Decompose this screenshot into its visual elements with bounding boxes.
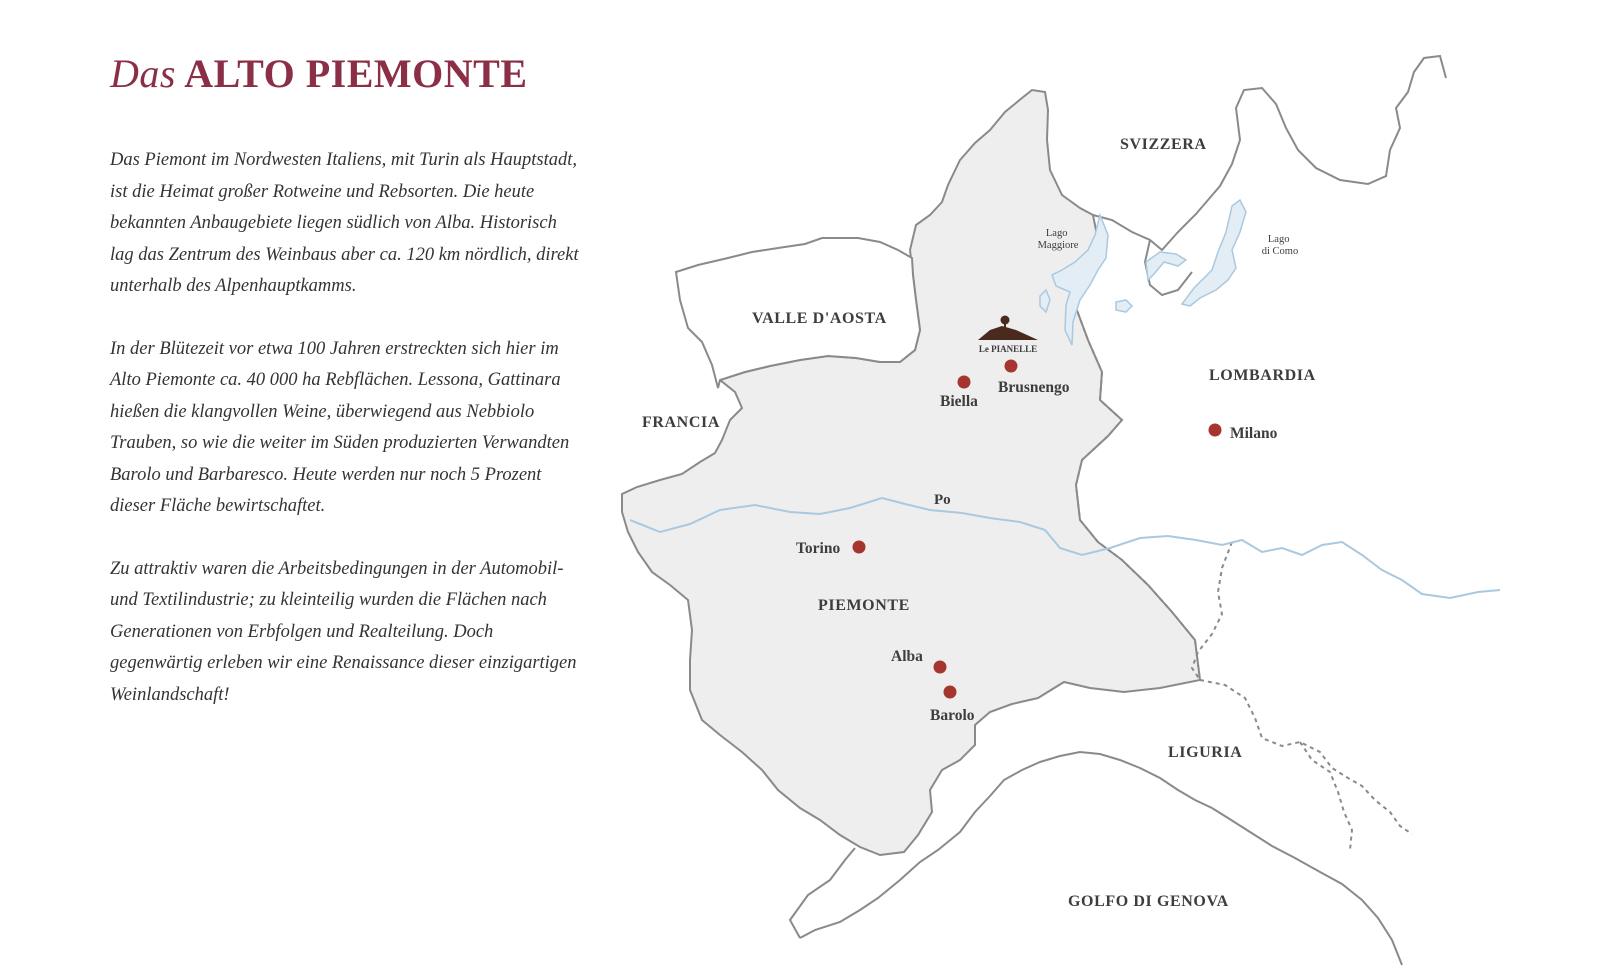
label-golfo-di-genova: GOLFO DI GENOVA <box>1068 893 1229 910</box>
label-piemonte: PIEMONTE <box>818 597 910 614</box>
title-main: ALTO PIEMONTE <box>184 51 528 96</box>
paragraph-bluetezeit: In der Blütezeit vor etwa 100 Jahren erstreckten sich hier im Alto Piemonte ca. 40 000 ha Rebflächen. Lessona, Gattinara hießen die klangvollen Weine, überwiegend aus Nebbiolo Trauben, so wie die weiter im Süden produzierten Verwandten Barolo und Barbaresco. Heute werden nur noch 5 Prozent dieser Fläche bewirtschaftet. <box>110 338 570 516</box>
lago-maggiore-line-2: Maggiore <box>1037 240 1079 251</box>
logo-trunk-icon <box>1004 320 1006 328</box>
logo-text: Le PIANELLE <box>978 344 1038 354</box>
brusnengo-dot <box>1005 360 1018 373</box>
label-torino: Torino <box>796 540 841 557</box>
label-milano: Milano <box>1230 425 1278 442</box>
label-liguria: LIGURIA <box>1168 744 1243 761</box>
piemonte-area <box>622 90 1200 855</box>
lago-di-como-line-1: Lago <box>1267 234 1290 245</box>
label-po: Po <box>934 492 951 508</box>
swiss-border <box>1093 56 1446 250</box>
label-barolo: Barolo <box>930 707 975 724</box>
label-biella: Biella <box>940 393 978 410</box>
milano-dot <box>1209 424 1222 437</box>
label-alba: Alba <box>891 648 923 665</box>
lago-di-como-line-2: di Como <box>1261 246 1299 257</box>
biella-dot <box>958 376 971 389</box>
barolo-dot <box>944 686 957 699</box>
lago-di-como <box>1182 200 1246 306</box>
france-border <box>790 848 855 938</box>
lago-maggiore-line-1: Lago <box>1045 228 1068 239</box>
torino-dot <box>853 541 866 554</box>
label-lombardia: LOMBARDIA <box>1209 367 1316 384</box>
label-brusnengo: Brusnengo <box>998 379 1070 396</box>
label-svizzera: SVIZZERA <box>1120 136 1207 153</box>
label-lago-di-como <box>1262 234 1298 257</box>
lago-small-2 <box>1116 300 1132 312</box>
title-prefix: Das <box>110 51 176 96</box>
paragraph-renaissance: Zu attraktiv waren die Arbeitsbedingungen in der Automobil- und Textilindustrie; zu kleinteilig wurden die Flächen nach Generationen von Erbfolgen und Realteilung. Doch gegenwärtig erleben wir eine Renaissance dieser einzigartigen Weinlandschaft! <box>110 558 577 705</box>
alba-dot <box>934 661 947 674</box>
label-francia: FRANCIA <box>642 414 720 431</box>
label-valle-daosta: VALLE D'AOSTA <box>752 310 887 327</box>
paragraph-history: Das Piemont im Nordwesten Italiens, mit Turin als Hauptstadt, ist die Heimat großer Rotweine und Rebsorten. Die heute bekannten Anbaugebiete liegen südlich von Alba. Historisch lag das Zentrum des Weinbaus aber ca. 120 km nördlich, direkt unterhalb des Alpenhauptkamms. <box>110 150 579 296</box>
inner-border <box>1300 742 1352 850</box>
lago-small-1 <box>1146 252 1186 280</box>
